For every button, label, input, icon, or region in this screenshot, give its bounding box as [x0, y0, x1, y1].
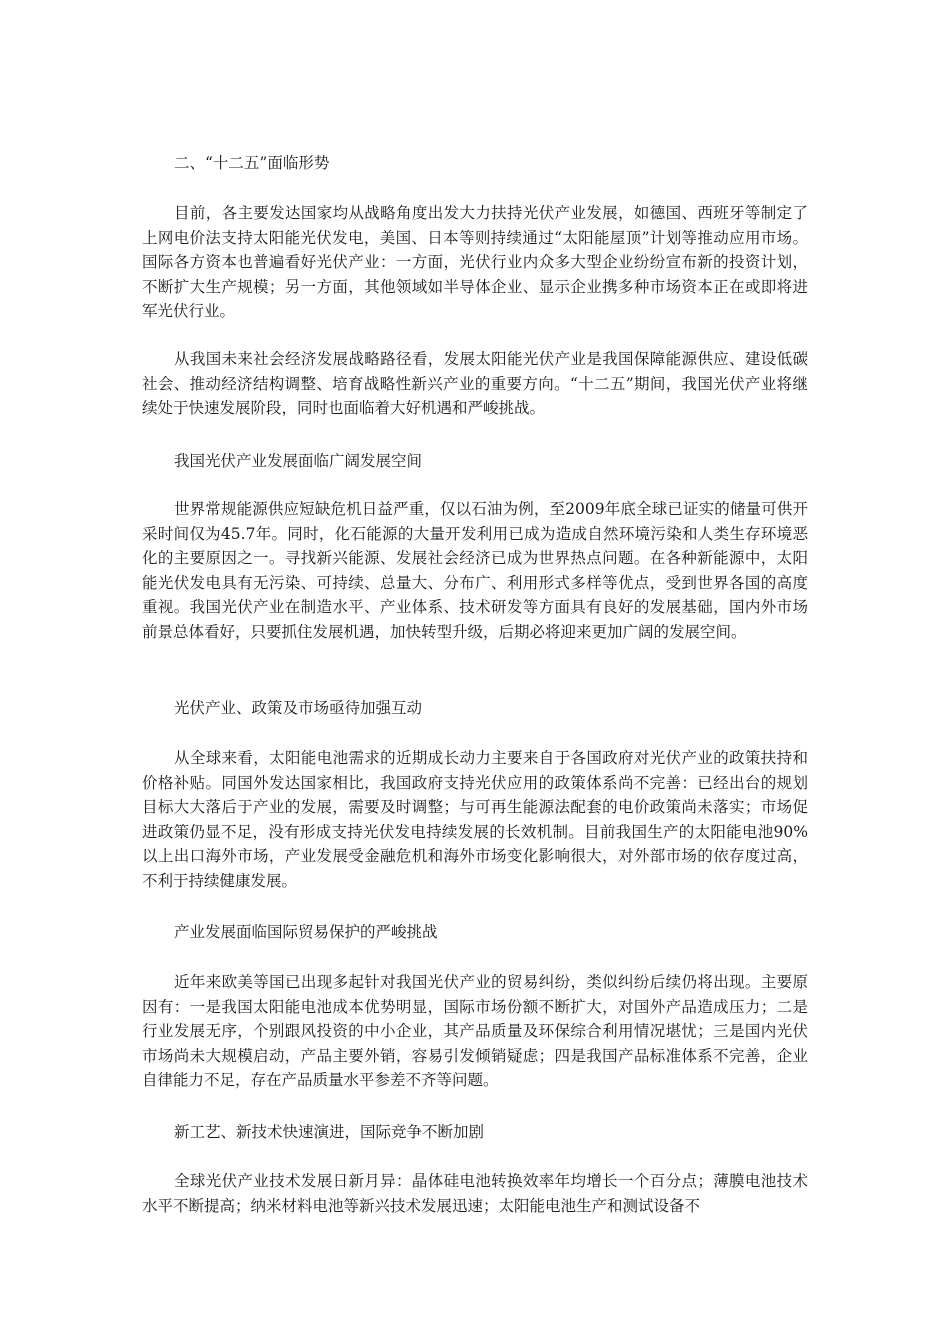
subsection-text-policy-market: 从全球来看，太阳能电池需求的近期成长动力主要来自于各国政府对光伏产业的政策扶持和价格补贴。同国外发达国家相比，我国政府支持光伏应用的政策体系尚不完善：已经出台的规划目标大大落后于产业的发展，需要及时调整；与可再生能源法配套的电价政策尚未落实；市场促进政策仍显不足，没有形成支持光伏发电持续发展的长效机制。目前我国生产的太阳能电池90%以上出口海外市场，产业发展受金融危机和海外市场变化影响很大，对外部市场的依存度过高，不利于持续健康发展。 [142, 749, 808, 890]
paragraph-strategy: 从我国未来社会经济发展战略路径看，发展太阳能光伏产业是我国保障能源供应、建设低碳社会、推动经济结构调整、培育战略性新兴产业的重要方向。“十二五”期间，我国光伏产业将继续处于快速发展阶段，同时也面临着大好机遇和严峻挑战。 [142, 350, 808, 417]
subsection-heading-policy-market: 光伏产业、政策及市场亟待加强互动 [174, 699, 423, 717]
subsection-text-trade-protection: 近年来欧美等国已出现多起针对我国光伏产业的贸易纠纷，类似纠纷后续仍将出现。主要原因有：一是我国太阳能电池成本优势明显，国际市场份额不断扩大，对国外产品造成压力；二是行业发展无序，个别跟风投资的中小企业，其产品质量及环保综合利用情况堪忧；三是国内光伏市场尚未大规模启动，产品主要外销，容易引发倾销疑虑；四是我国产品标准体系不完善，企业自律能力不足，存在产品质量水平参差不齐等问题。 [142, 973, 808, 1089]
paragraph-intro: 目前，各主要发达国家均从战略角度出发大力扶持光伏产业发展，如德国、西班牙等制定了上网电价法支持太阳能光伏发电，美国、日本等则持续通过“太阳能屋顶”计划等推动应用市场。国际各方资本也普遍看好光伏产业：一方面，光伏行业内众多大型企业纷纷宣布新的投资计划，不断扩大生产规模；另一方面，其他领域如半导体企业、显示企业携多种市场资本正在或即将进军光伏行业。 [142, 204, 808, 320]
subsection-text-development-space: 世界常规能源供应短缺危机日益严重，仅以石油为例，至2009年底全球已证实的储量可供开采时间仅为45.7年。同时，化石能源的大量开发利用已成为造成自然环境污染和人类生存环境恶化的主要原因之一。寻找新兴能源、发展社会经济已成为世界热点问题。在各种新能源中，太阳能光伏发电具有无污染、可持续、总量大、分布广、利用形式多样等优点，受到世界各国的高度重视。我国光伏产业在制造水平、产业体系、技术研发等方面具有良好的发展基础，国内外市场前景总体看好，只要抓住发展机遇，加快转型升级，后期必将迎来更加广阔的发展空间。 [142, 500, 808, 641]
subsection-heading-development-space: 我国光伏产业发展面临广阔发展空间 [174, 452, 423, 470]
subsection-heading-new-technology: 新工艺、新技术快速演进，国际竞争不断加剧 [174, 1123, 485, 1141]
subsection-text-new-technology: 全球光伏产业技术发展日新月异：晶体硅电池转换效率年均增长一个百分点；薄膜电池技术水平不断提高；纳米材料电池等新兴技术发展迅速；太阳能电池生产和测试设备不 [142, 1172, 808, 1215]
subsection-heading-trade-protection: 产业发展面临国际贸易保护的严峻挑战 [174, 923, 438, 941]
section-title: 二、“十二五”面临形势 [174, 154, 330, 172]
